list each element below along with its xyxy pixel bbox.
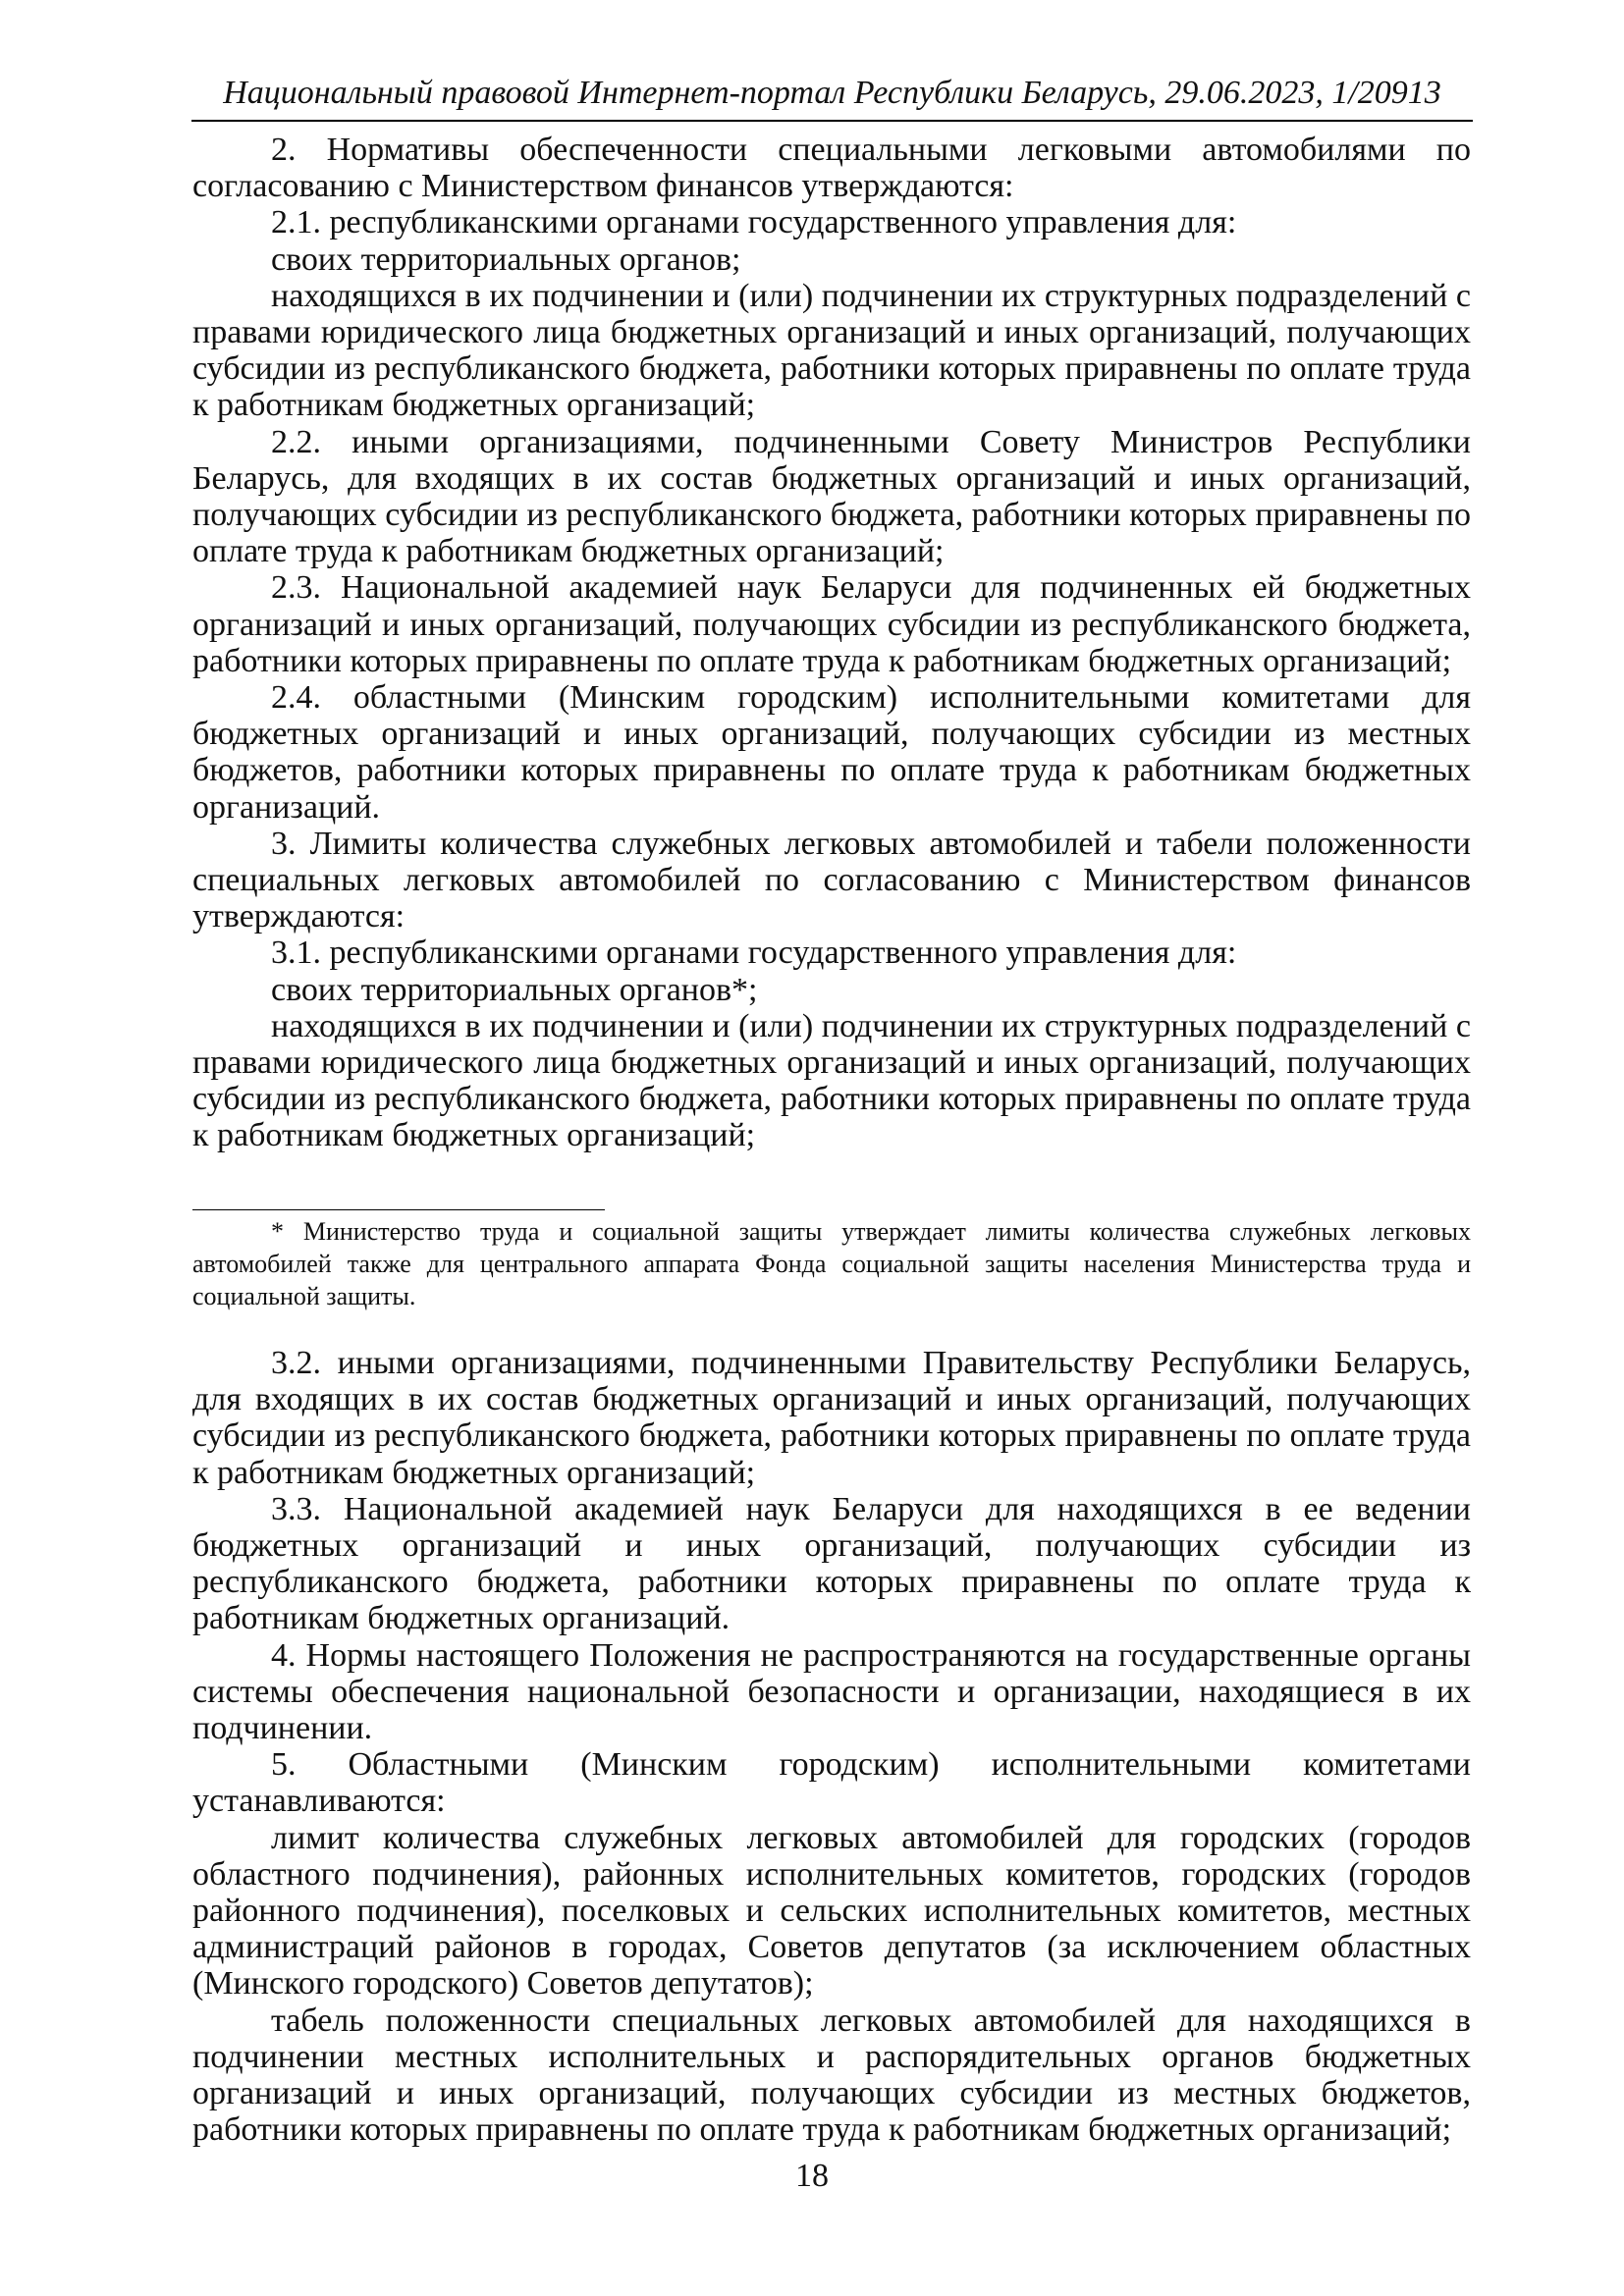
main-text-bottom: [192, 1345, 1471, 2148]
paragraph: 3. Лимиты количества служебных легковых автомобилей и табели положенности специальных легковых автомобилей по согласованию с Министерством финансов утверждаются:: [192, 825, 1471, 935]
footnote-text: * Министерство труда и социальной защиты утверждает лимиты количества служебных легковых автомобилей также для центрального аппарата Фонда социальной защиты населения Министерства труда и социальной защиты.: [192, 1217, 1471, 1310]
page-number: 18: [795, 2158, 829, 2194]
paragraph: 3.2. иными организациями, подчиненными Правительству Республики Беларусь, для входящих в их состав бюджетных организаций и иных организаций, получающих субсидии из республиканского бюджета, работники которых приравнены по оплате труда к работникам бюджетных организаций;: [192, 1345, 1471, 1491]
paragraph: 3.3. Национальной академией наук Беларуси для находящихся в ее ведении бюджетных организаций и иных организаций, получающих субсидии из республиканского бюджета, работники которых приравнены по оплате труда к работникам бюджетных организаций.: [192, 1490, 1471, 1637]
footnote-divider: [192, 1209, 605, 1210]
paragraph: своих территориальных органов*;: [271, 971, 758, 1008]
paragraph: 2.3. Национальной академией наук Беларуси для подчиненных ей бюджетных организаций и иных организаций, получающих субсидии из республиканского бюджета, работники которых приравнены по оплате труда к работникам бюджетных организаций;: [192, 569, 1471, 679]
paragraph: 3.1. республиканскими органами государственного управления для:: [271, 934, 1237, 972]
header-divider: [191, 120, 1473, 122]
paragraph: 4. Нормы настоящего Положения не распространяются на государственные органы системы обеспечения национальной безопасности и организации, находящиеся в их подчинении.: [192, 1636, 1471, 1747]
paragraph: 5. Областными (Минским городским) исполнительными комитетами устанавливаются:: [192, 1746, 1471, 1820]
main-text-top: [192, 132, 1471, 1154]
paragraph: 2.1. республиканскими органами государственного управления для:: [271, 204, 1237, 241]
paragraph: находящихся в их подчинении и (или) подчинении их структурных подразделений с правами юридического лица бюджетных организаций и иных организаций, получающих субсидии из республиканского бюджета, работники которых приравнены по оплате труда к работникам бюджетных организаций;: [192, 1007, 1471, 1154]
paragraph: своих территориальных органов;: [271, 240, 741, 278]
paragraph: лимит количества служебных легковых автомобилей для городских (городов областного подчинения), районных исполнительных комитетов, городских (городов районного подчинения), поселковых и сельских исполнительных комитетов, местных администраций районов в городах, Советов депутатов (за исключением областных (Минского городского) Советов депутатов);: [192, 1819, 1471, 2002]
paragraph: 2. Нормативы обеспеченности специальными легковыми автомобилями по согласованию с Министерством финансов утверждаются:: [192, 132, 1471, 205]
paragraph: 2.4. областными (Минским городским) исполнительными комитетами для бюджетных организаций и иных организаций, получающих субсидии из местных бюджетов, работники которых приравнены по оплате труда к работникам бюджетных организаций.: [192, 679, 1471, 826]
footnote: [192, 1215, 1471, 1312]
page-header: Национальный правовой Интернет-портал Республики Беларусь, 29.06.2023, 1/20913: [223, 75, 1441, 111]
paragraph: 2.2. иными организациями, подчиненными Совету Министров Республики Беларусь, для входящих в их состав бюджетных организаций и иных организаций, получающих субсидии из республиканского бюджета, работники которых приравнены по оплате труда к работникам бюджетных организаций;: [192, 423, 1471, 570]
paragraph: табель положенности специальных легковых автомобилей для находящихся в подчинении местных исполнительных и распорядительных органов бюджетных организаций и иных организаций, получающих субсидии из местных бюджетов, работники которых приравнены по оплате труда к работникам бюджетных организаций;: [192, 2002, 1471, 2149]
paragraph: находящихся в их подчинении и (или) подчинении их структурных подразделений с правами юридического лица бюджетных организаций и иных организаций, получающих субсидии из республиканского бюджета, работники которых приравнены по оплате труда к работникам бюджетных организаций;: [192, 277, 1471, 424]
